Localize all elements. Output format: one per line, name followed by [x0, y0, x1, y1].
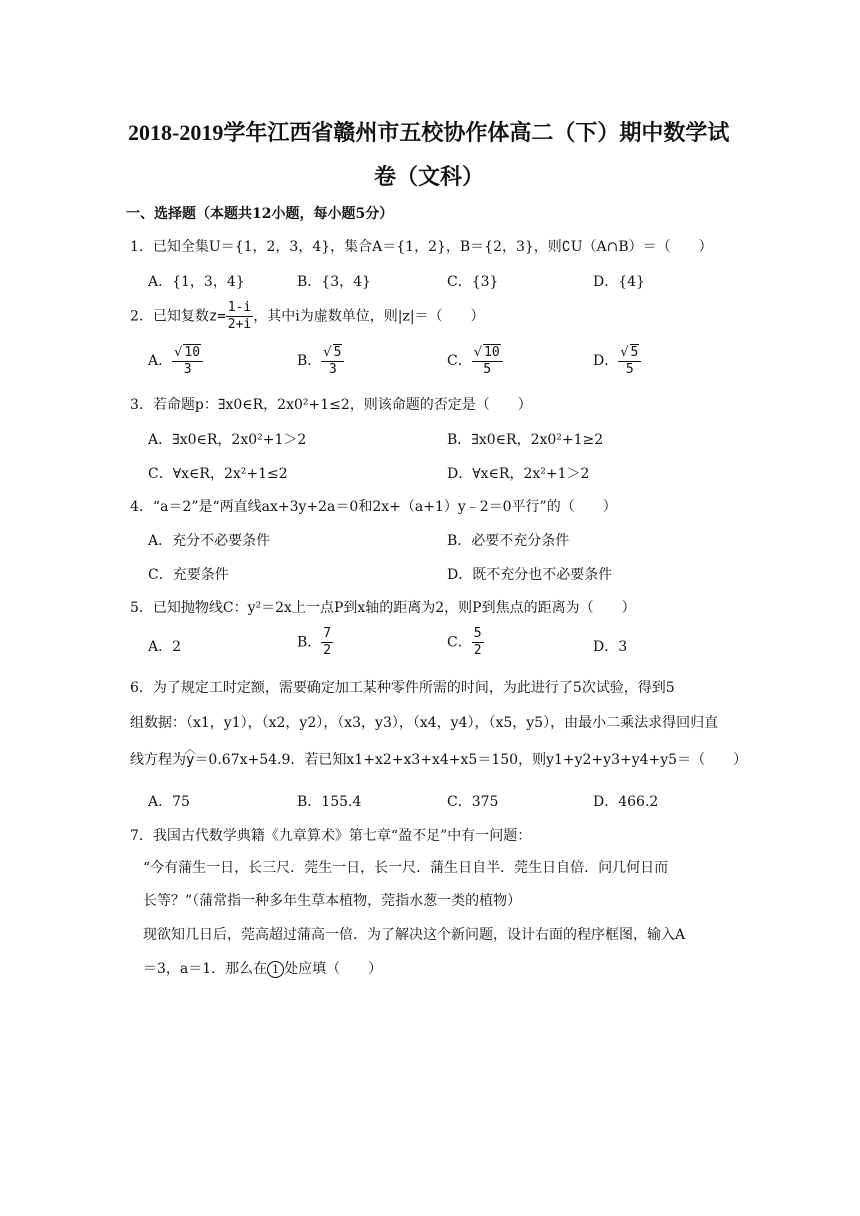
q6-option-b: B．155.4: [297, 794, 362, 810]
circled-one-icon: 1: [267, 961, 284, 978]
q6-line3-post: ＝0.67x+54.9．若已知x1+x2+x3+x4+x5＝150，则y1+y2+y3+y4+y5＝（ ）: [194, 752, 748, 768]
q3-option-a: A．∃x0∈R，2x0²+1＞2: [148, 432, 307, 448]
question-5: 5．已知抛物线C：y²＝2x上一点P到x轴的距离为2，则P到焦点的距离为（ ）: [130, 600, 636, 616]
q4-option-c: C．充要条件: [148, 567, 229, 583]
question-6-line-2: 组数据：（x1，y1），（x2，y2），（x3，y3），（x4，y4），（x5，y5），由最小二乘法求得回归直: [130, 715, 719, 731]
question-7-line-5: [143, 958, 382, 978]
question-4: 4．“a＝2”是“两直线ax+3y+2a＝0和2x+（a+1）y﹣2＝0平行”的（ ）: [130, 499, 617, 515]
q6-option-c: C．375: [447, 794, 499, 810]
page-title-line-1: 2018-2019学年江西省赣州市五校协作体高二（下）期中数学试: [128, 120, 730, 145]
q7-line5-pre: ＝3，a＝1．那么在: [143, 961, 268, 977]
q6-option-d: D．466.2: [593, 794, 659, 810]
q5-b-den: 2: [323, 643, 332, 658]
sqrt-icon: √: [323, 345, 332, 360]
q3-option-b: B．∃x0∈R，2x0²+1≥2: [447, 432, 604, 448]
q6-option-a: A．75: [148, 794, 190, 810]
q1-option-a: A．{1，3，4}: [148, 274, 245, 290]
q2-option-a: [148, 344, 203, 378]
q5-c-num: 5: [473, 626, 482, 641]
question-6-line-1: 6．为了规定工时定额，需要确定加工某种零件所需的时间，为此进行了5次试验，得到5: [130, 680, 675, 696]
q2-option-b-fraction: [321, 344, 344, 378]
sqrt-icon: √: [473, 345, 483, 360]
q6-line3-pre: 线方程为: [130, 752, 186, 768]
q2-option-c-fraction: [472, 344, 503, 378]
y-hat: ︿ y: [186, 752, 194, 768]
q2-denominator: 2+i: [227, 317, 252, 332]
q1-option-b: B．{3，4}: [297, 274, 371, 290]
q2-numerator: 1-i: [227, 300, 252, 315]
q7-line5-post: 处应填（ ）: [284, 961, 383, 977]
q2-option-b-label: B．: [297, 353, 322, 369]
q2-d-radicand: 5: [630, 345, 639, 360]
q2-d-den: 5: [625, 362, 634, 377]
q2-option-c-label: C．: [447, 353, 472, 369]
sqrt-icon: √: [620, 345, 629, 360]
q3-option-d: D．∀x∈R，2x²+1＞2: [447, 466, 590, 482]
q5-option-b-label: B．: [297, 634, 322, 651]
q1-option-c: C．{3}: [447, 274, 499, 290]
q2-fraction: [226, 300, 253, 333]
q5-option-c-label: C．: [447, 634, 472, 651]
question-7-line-2: “今有蒲生一日，长三尺．莞生一日，长一尺．蒲生日自半．莞生日自倍．问几何日而: [143, 860, 669, 876]
question-1: 1．已知全集U＝{1，2，3，4}，集合A＝{1，2}，B＝{2，3}，则∁U（A∩B）＝（ ）: [130, 239, 713, 255]
q2-option-d: [593, 344, 641, 378]
question-3: 3．若命题p：∃x0∈R，2x0²+1≤2，则该命题的否定是（ ）: [130, 397, 532, 413]
q5-option-b: [297, 626, 333, 659]
q5-option-a: A．2: [148, 639, 182, 655]
q2-option-c: [447, 344, 503, 378]
q2-b-den: 3: [328, 362, 337, 377]
q5-option-c-fraction: [472, 626, 484, 659]
q4-option-b: B．必要不充分条件: [447, 533, 570, 549]
q2-option-a-label: A．: [148, 353, 173, 369]
q2-option-d-fraction: [618, 344, 641, 378]
q1-option-d: D．{4}: [593, 274, 645, 290]
q2-b-radicand: 5: [333, 345, 342, 360]
q2-option-b: [297, 344, 344, 378]
question-2: [130, 300, 485, 333]
q2-post: ，其中i为虚数单位，则|z|＝（ ）: [253, 308, 485, 325]
q2-option-d-label: D．: [593, 353, 619, 369]
q5-b-num: 7: [323, 626, 332, 641]
q5-c-den: 2: [473, 643, 482, 658]
question-6-line-3: [130, 749, 747, 769]
q5-option-c: [447, 626, 484, 659]
section-heading: 一、选择题（本题共12小题，每小题5分）: [126, 206, 394, 222]
q2-c-den: 5: [483, 362, 492, 377]
q5-option-b-fraction: [321, 626, 333, 659]
q2-pre: 2．已知复数: [130, 308, 209, 325]
q2-z: z=: [208, 308, 226, 325]
question-7-line-1: 7．我国古代数学典籍《九章算术》第七章“盈不足”中有一问题：: [130, 828, 532, 844]
q2-option-a-fraction: [172, 344, 203, 378]
page-title-line-2: 卷（文科）: [374, 164, 485, 189]
q3-option-c: C．∀x∈R，2x²+1≤2: [148, 466, 288, 482]
question-7-line-4: 现欲知几日后，莞高超过蒲高一倍．为了解决这个新问题，设计右面的程序框图，输入A: [143, 927, 686, 943]
q4-option-a: A．充分不必要条件: [148, 533, 271, 549]
question-7-line-3: 长等？”（蒲常指一种多年生草本植物，莞指水葱一类的植物）: [143, 893, 522, 909]
sqrt-icon: √: [174, 345, 183, 360]
q2-c-radicand: 10: [484, 345, 500, 360]
q5-option-d: D．3: [593, 639, 628, 655]
q4-option-d: D．既不充分也不必要条件: [447, 567, 613, 583]
q2-a-radicand: 10: [184, 345, 201, 360]
q2-a-den: 3: [183, 362, 192, 377]
